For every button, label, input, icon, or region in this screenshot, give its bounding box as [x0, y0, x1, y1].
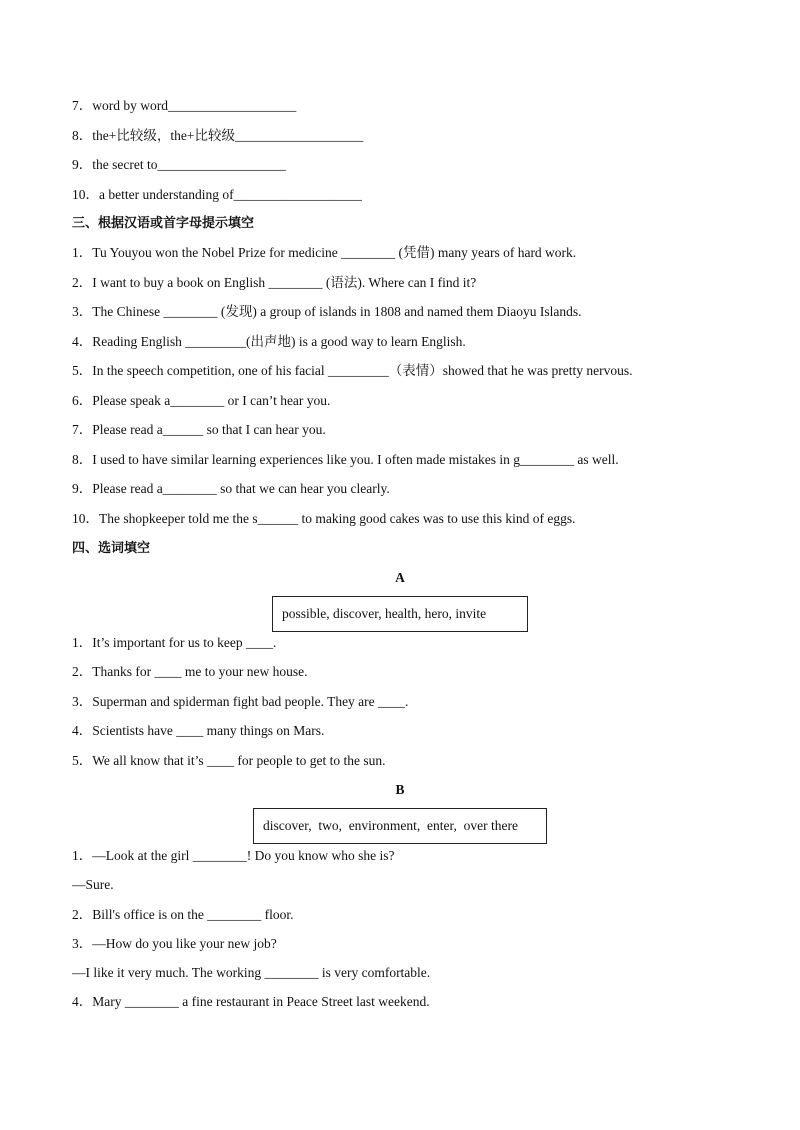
- part-a-word-box: [272, 596, 528, 632]
- fill-blank-item-7: 7．Please read a______ so that I can hear you.: [72, 422, 326, 437]
- part-b-word-list: discover, two, environment, enter, over there: [263, 818, 518, 833]
- phrase-item-7: 7．word by word___________________: [72, 98, 297, 113]
- part-b-item-3: 3．—How do you like your new job?: [72, 936, 277, 951]
- fill-blank-item-8: 8．I used to have similar learning experiences like you. I often made mistakes in g________ as well.: [72, 452, 619, 467]
- phrase-item-10: 10．a better understanding of___________________: [72, 187, 362, 202]
- part-a-item-4: 4．Scientists have ____ many things on Mars.: [72, 723, 325, 738]
- fill-blank-item-10: 10．The shopkeeper told me the s______ to making good cakes was to use this kind of eggs.: [72, 511, 576, 526]
- fill-blank-item-9: 9．Please read a________ so that we can hear you clearly.: [72, 481, 390, 496]
- part-b-label: B: [395, 782, 405, 797]
- part-a-label: A: [395, 570, 405, 585]
- part-a-item-2: 2．Thanks for ____ me to your new house.: [72, 664, 308, 679]
- fill-blank-item-2: 2．I want to buy a book on English ________ (语法). Where can I find it?: [72, 275, 477, 290]
- part-a-item-5: 5．We all know that it’s ____ for people to get to the sun.: [72, 753, 386, 768]
- part-a-item-1: 1．It’s important for us to keep ____.: [72, 635, 277, 650]
- fill-blank-item-4: 4．Reading English _________(出声地) is a good way to learn English.: [72, 334, 466, 349]
- part-b-word-box: [253, 808, 547, 844]
- phrase-item-9: 9．the secret to___________________: [72, 157, 286, 172]
- part-a-word-list: possible, discover, health, hero, invite: [282, 606, 487, 621]
- fill-blank-item-3: 3．The Chinese ________ (发现) a group of islands in 1808 and named them Diaoyu Islands.: [72, 304, 582, 319]
- fill-blank-item-5: 5．In the speech competition, one of his facial _________（表情）showed that he was pretty nervous.: [72, 363, 633, 378]
- part-a-item-3: 3．Superman and spiderman fight bad people. They are ____.: [72, 694, 409, 709]
- phrase-item-8: 8．the+比较级，the+比较级___________________: [72, 128, 364, 143]
- fill-blank-item-1: 1．Tu Youyou won the Nobel Prize for medicine ________ (凭借) many years of hard work.: [72, 245, 577, 260]
- section-4-heading: 四、选词填空: [72, 541, 151, 556]
- part-b-item-4: 4．Mary ________ a fine restaurant in Peace Street last weekend.: [72, 994, 430, 1009]
- section-3-heading: 三、根据汉语或首字母提示填空: [72, 216, 255, 231]
- part-b-item-3-reply: —I like it very much. The working ________ is very comfortable.: [72, 965, 431, 980]
- part-b-item-1: 1．—Look at the girl ________! Do you know who she is?: [72, 848, 395, 863]
- fill-blank-item-6: 6．Please speak a________ or I can’t hear you.: [72, 393, 331, 408]
- part-b-item-1-reply: —Sure.: [72, 877, 114, 892]
- part-b-item-2: 2．Bill's office is on the ________ floor.: [72, 907, 294, 922]
